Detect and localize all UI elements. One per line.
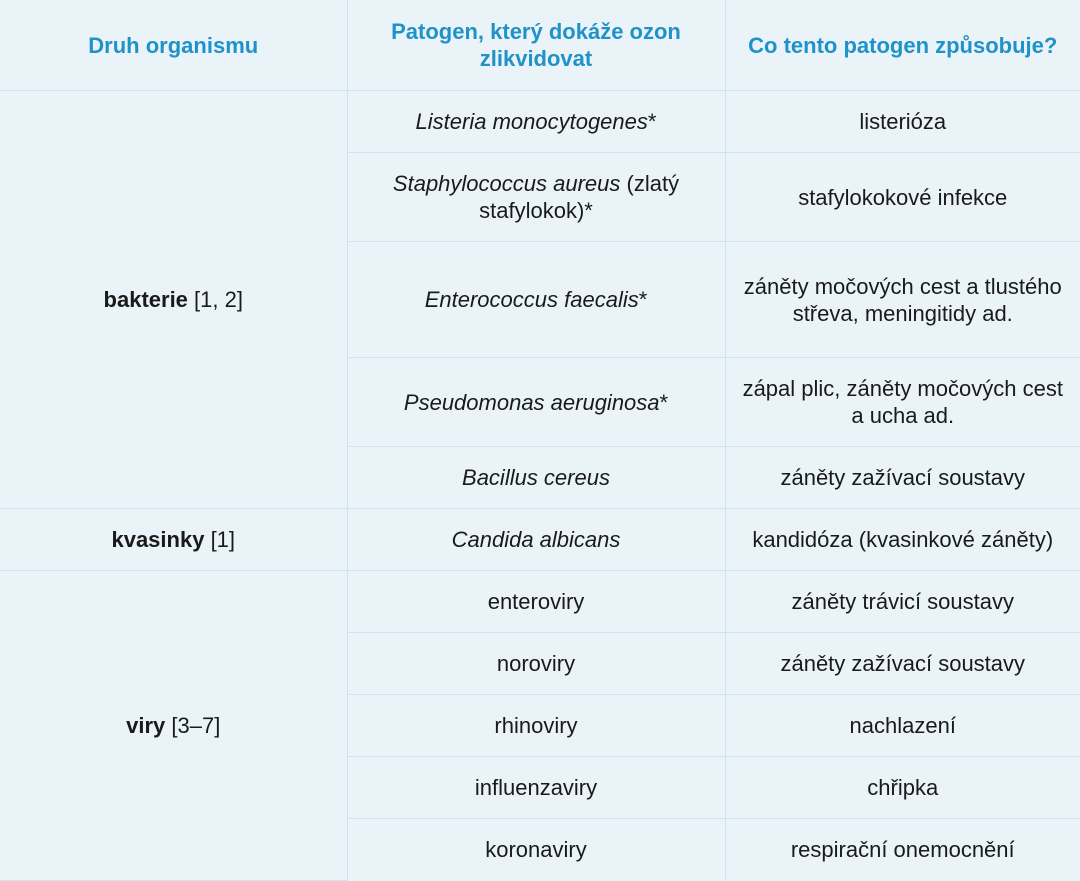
species-name: Bacillus cereus — [462, 465, 610, 490]
pathogen-cell — [347, 91, 725, 153]
species-suffix: (zlatý stafylokok)* — [479, 171, 680, 223]
pathogen-cell — [347, 242, 725, 358]
disease-cell: respirační onemocnění — [725, 819, 1080, 881]
disease-cell: zápal plic, záněty močových cest a ucha ad. — [725, 358, 1080, 447]
header-organism-type: Druh organismu — [0, 0, 347, 91]
pathogen-cell: rhinoviry — [347, 695, 725, 757]
species-suffix: * — [638, 287, 648, 312]
header-effect: Co tento patogen způsobuje? — [725, 0, 1080, 91]
disease-cell: listerióza — [725, 91, 1080, 153]
pathogen-cell — [347, 447, 725, 509]
group-refs: [1, 2] — [194, 287, 243, 312]
disease-cell: kandidóza (kvasinkové záněty) — [725, 509, 1080, 571]
pathogen-cell: noroviry — [347, 633, 725, 695]
disease-cell: chřipka — [725, 757, 1080, 819]
pathogen-cell — [347, 509, 725, 571]
species-name: Pseudomonas aeruginosa — [403, 389, 660, 415]
disease-cell: záněty zažívací soustavy — [725, 447, 1080, 509]
species-name: Listeria monocytogenes — [415, 109, 648, 134]
table-row — [0, 571, 1080, 633]
header-pathogen: Patogen, který dokáže ozon zlikvidovat — [347, 0, 725, 91]
disease-cell: záněty trávicí soustavy — [725, 571, 1080, 633]
group-cell-bacteria — [0, 91, 347, 509]
disease-cell: stafylokokové infekce — [725, 153, 1080, 242]
pathogen-cell: enteroviry — [347, 571, 725, 633]
table-row — [0, 91, 1080, 153]
species-name: Staphylococcus aureus — [392, 171, 621, 196]
table-row — [0, 509, 1080, 571]
disease-cell: záněty močových cest a tlustého střeva, meningitidy ad. — [725, 242, 1080, 358]
table-header-row — [0, 0, 1080, 91]
group-refs: [3–7] — [171, 712, 221, 738]
group-name: kvasinky — [111, 527, 205, 552]
group-cell-yeasts — [0, 509, 347, 571]
disease-cell: záněty zažívací soustavy — [725, 633, 1080, 695]
species-suffix: * — [647, 109, 657, 134]
pathogen-cell: influenzaviry — [347, 757, 725, 819]
group-refs: [1] — [210, 527, 236, 552]
group-cell-viruses — [0, 571, 347, 881]
species-suffix: * — [659, 389, 669, 415]
species-name: Candida albicans — [451, 527, 621, 552]
pathogen-cell — [347, 153, 725, 242]
species-name: Enterococcus faecalis — [424, 287, 639, 312]
group-name: viry — [126, 712, 166, 738]
pathogen-cell — [347, 358, 725, 447]
pathogen-cell: koronaviry — [347, 819, 725, 881]
disease-cell: nachlazení — [725, 695, 1080, 757]
group-name: bakterie — [103, 287, 188, 312]
